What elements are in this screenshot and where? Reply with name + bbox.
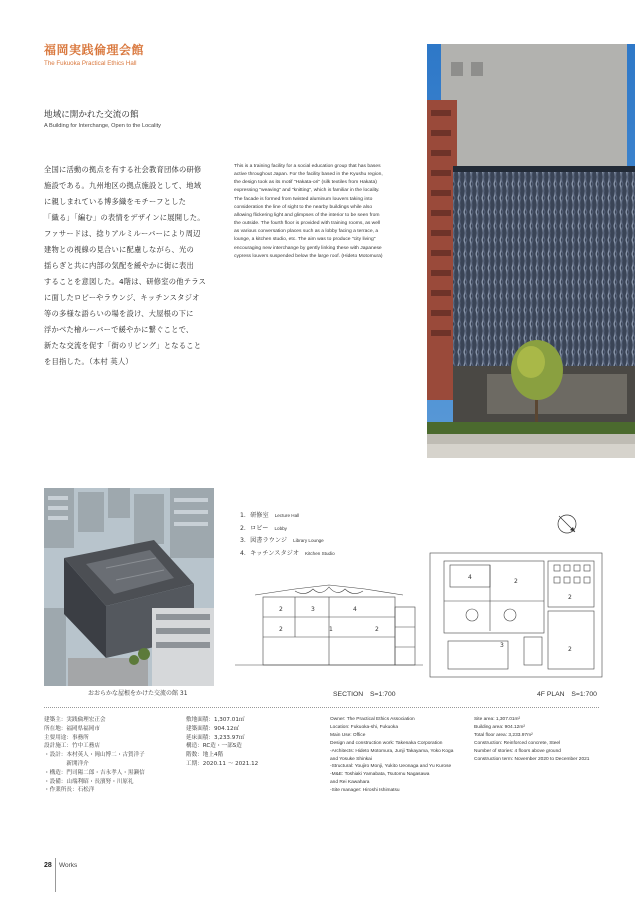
subtitle-english: A Building for Interchange, Open to the Locality — [44, 123, 161, 129]
plan-room-number: 4 — [468, 574, 472, 581]
plan-room-number: 2 — [568, 594, 572, 601]
body-line: lounge, a kitchen studio, etc. The aim was to produce "city living" — [234, 237, 376, 243]
facade-photo — [427, 44, 635, 458]
body-line: consideration the line of sight to the nearby buildings while also — [234, 204, 373, 210]
page-title-english: The Fukuoka Practical Ethics Hall — [44, 60, 137, 67]
body-line: 全国に活動の拠点を有する社会教育団体の研修 — [44, 165, 202, 174]
section-room-number: 4 — [353, 606, 357, 613]
body-line: allowing flickering light and glimpses of the interior to be seen from — [234, 212, 380, 218]
body-line: することを意図した。4階は、研修室の他テラス — [44, 277, 207, 286]
body-line: を目指した。（本村 英人） — [44, 357, 133, 366]
section-room-number: 1 — [329, 626, 333, 633]
legend-item: 2．ロビー Lobby — [240, 524, 287, 532]
legend-item: 4．キッチンスタジオ Kitchen Studio — [240, 549, 335, 557]
section-drawing — [235, 567, 423, 677]
divider — [44, 707, 599, 708]
body-line: に面したロビーやラウンジ、キッチンスタジオ — [44, 293, 200, 302]
project-data-english: Owner: The Practical Ethics Association Location: Fukuoka-shi, Fukuoka Main Use: Office Design and construction work: Takenaka Corporation -Architects: Hideto Motomura, Junji Takayama, Yoko Koga and Yosuke Shinkai -Structural: Youjiro Monji, Yukito Ueonaga and Yu Kurose -M&E: Toshiaki Yamabata, Tsutomu Nagasawa and Rei Kawahara -Site manager: Hiroshi Ishimatsu — [330, 717, 454, 794]
body-line: ファサードは、捻りアルミルーバーにより周辺 — [44, 229, 201, 238]
body-text-japanese — [44, 162, 220, 370]
project-data-areas-english: Site area: 1,307.01m² Building area: 904.12m² Total floor area: 3,233.97m² Construction: Reinforced concrete, Steel Number of stories: 4 floors above ground Construction term: November 2020 to December 2021 — [474, 717, 590, 762]
body-line: 「織る」「編む」の表情をデザインに展開した。 — [44, 213, 205, 222]
project-data-japanese: 建築主：実践倫理宏正会 所在地：福岡県福岡市 主要用途：事務所 設計施工：竹中工務店 ・設計：本村英人・岡山博二・古賀洋子 新開洋介 ・構造：門司陽二郎・吉永孝人・黒瀬信 ・設備：山端利昭・長濱努・川原礼 ・作業所長：石松洋 — [44, 717, 145, 794]
subtitle: 地域に開かれた交流の館 — [44, 110, 139, 120]
legend-item: 1．研修室 Lecture Hall — [240, 512, 300, 519]
section-label: SECTION S=1:700 — [333, 691, 396, 698]
floor-plan-drawing — [428, 551, 604, 679]
body-line: as various conversation places such as a lobby facing a terrace, a — [234, 229, 379, 235]
body-line: the outside. The fourth floor is provided with training rooms, as well — [234, 221, 381, 227]
body-line: expressing "weaving" and "knitting", which is familiar in the locality. — [234, 188, 380, 194]
plan-room-number: 3 — [500, 642, 504, 649]
aerial-photo — [44, 488, 214, 686]
body-line: に親しまれている博多織をモチーフとした — [44, 197, 187, 206]
page-number: 28 — [44, 862, 52, 869]
body-text-english — [234, 163, 416, 261]
page-title: 福岡実践倫理会館 — [44, 43, 145, 57]
body-line: The facade is formed from twisted aluminum louvers taking into — [234, 196, 373, 202]
project-data-areas-japanese: 敷地面積：1,307.01㎡ 建築面積：904.12㎡ 延床面積：3,233.97㎡ 構造：RC造・一部S造 階数：地上4階 工期：2020.11 ～ 2021.12 — [186, 717, 259, 767]
plan-room-number: 2 — [568, 646, 572, 653]
body-line: cypress louvers suspended below the large roof. (Hideto Motomura) — [234, 253, 383, 259]
room-legend — [240, 510, 335, 560]
body-line: 等の多様な語らいの場を設け、大屋根の下に — [44, 309, 194, 318]
body-line: 揺らぎと共に内部の気配を緩やかに街に表出 — [44, 261, 194, 270]
body-line: the design took as its motif "Hakata-ori" (silk textiles from Hakata) — [234, 180, 377, 186]
body-line: 浮かべた檜ルーバーで緩やかに繋ぐことで、 — [44, 325, 194, 334]
section-room-number: 2 — [279, 626, 283, 633]
section-room-number: 3 — [311, 606, 315, 613]
north-arrow-icon — [556, 513, 578, 535]
plan-room-number: 2 — [514, 578, 518, 585]
body-line: 新たな交流を促す「街のリビング」となること — [44, 341, 202, 350]
section-room-number: 2 — [375, 626, 379, 633]
body-line: This is a training facility for a social education group that has bases — [234, 164, 381, 169]
body-line: encouraging new interchange by gently linking these with Japanese — [234, 245, 382, 251]
footer-section-label: Works — [59, 862, 78, 869]
aerial-photo-caption: おおらかな屋根をかけた交流の館 31 — [88, 690, 188, 697]
body-line: 建物との視線の見合いに配慮しながら、光の — [44, 245, 194, 254]
footer-divider — [55, 858, 56, 892]
section-room-number: 2 — [279, 606, 283, 613]
legend-item: 3．図書ラウンジ Library Lounge — [240, 537, 324, 544]
body-line: active throughout Japan. For the facility based in the Kyushu region, — [234, 172, 383, 178]
body-line: 施設である。九州地区の拠点施設として、地域 — [44, 181, 202, 190]
plan-label: 4F PLAN S=1:700 — [537, 691, 597, 698]
